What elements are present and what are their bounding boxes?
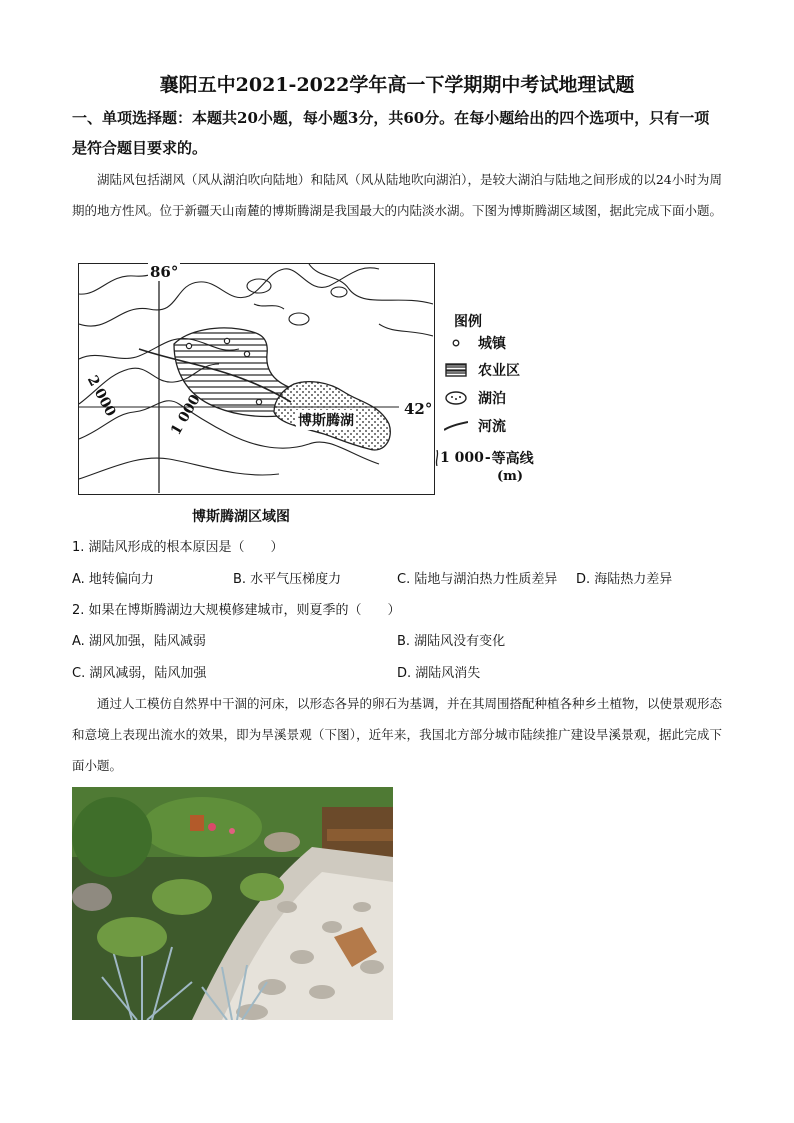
question-1-option-a: A. 地转偏向力 [72,572,154,587]
page-title: 襄阳五中2021-2022学年高一下学期期中考试地理试题 [159,74,635,96]
legend-river [444,416,506,436]
lake-icon [444,390,468,406]
legend-lake-label: 湖泊 [478,391,506,407]
map-caption: 博斯腾湖区域图 [192,509,290,525]
passage-1: 湖陆风包括湖风（风从湖泊吹向陆地）和陆风（风从陆地吹向湖泊），是较大湖泊与陆地之间形成的以24小时为周期的地方性风。位于新疆天山南麓的博斯腾湖是我国最大的内陆淡水湖。下图为博斯腾湖区域图，据此完成下面小题。 [72,172,723,218]
question-1-option-b: B. 水平气压梯度力 [233,572,342,587]
question-1-option-d: D. 海陆热力差异 [576,572,673,587]
dry-creek-photo [72,787,393,1020]
town-icon [444,335,468,351]
town-marker [244,351,249,356]
legend-river-label: 河流 [478,419,506,435]
farm-icon [444,362,468,378]
town-marker [256,399,261,404]
legend-lake [444,388,506,408]
legend-town-label: 城镇 [478,336,506,352]
legend-contour: 1 000 - 等高线 [434,448,534,468]
legend-town [444,333,506,353]
legend-unit: (m) [497,469,524,484]
question-2-option-d: D. 湖陆风消失 [397,666,481,681]
river-icon [444,418,468,434]
question-2-option-b: B. 湖陆风没有变化 [397,634,506,649]
legend-contour-sample: 1 000 [440,450,484,466]
question-2-stem: 2. 如果在博斯腾湖边大规模修建城市，则夏季的（ ） [72,603,401,618]
lake-label: 博斯腾湖 [296,410,356,430]
passage-2: 通过人工模仿自然界中干涸的河床，以形态各异的卵石为基调，并在其周围搭配种植各种乡土植物，以使景观形态和意境上表现出流水的效果，即为旱溪景观（下图），近年来，我国北方部分城市陆续推广建设旱溪景观，据此完成下面小题。 [72,696,723,773]
legend-title: 图例 [454,314,482,330]
contour-label-2000: 2 000 [83,373,119,420]
legend-contour-label: 等高线 [491,451,534,467]
latitude-label: 42° [404,400,433,418]
legend-farm-label: 农业区 [478,363,520,379]
legend-farm [444,360,520,380]
contour-label-1000: 1 000 [168,392,204,438]
question-1-option-c: C. 陆地与湖泊热力性质差异 [397,572,558,587]
section-heading: 一、单项选择题：本题共20小题，每小题3分，共60分。在每小题给出的四个选项中，只有一项是符合题目要求的。 [72,109,710,157]
town-marker [224,338,229,343]
region-map [78,263,435,495]
map-svg [79,264,433,493]
question-2-option-a: A. 湖风加强，陆风减弱 [72,634,206,649]
town-marker [186,343,191,348]
longitude-label: 86° [150,263,179,281]
question-1-stem: 1. 湖陆风形成的根本原因是（ ） [72,540,284,555]
question-2-option-c: C. 湖风减弱，陆风加强 [72,666,207,681]
